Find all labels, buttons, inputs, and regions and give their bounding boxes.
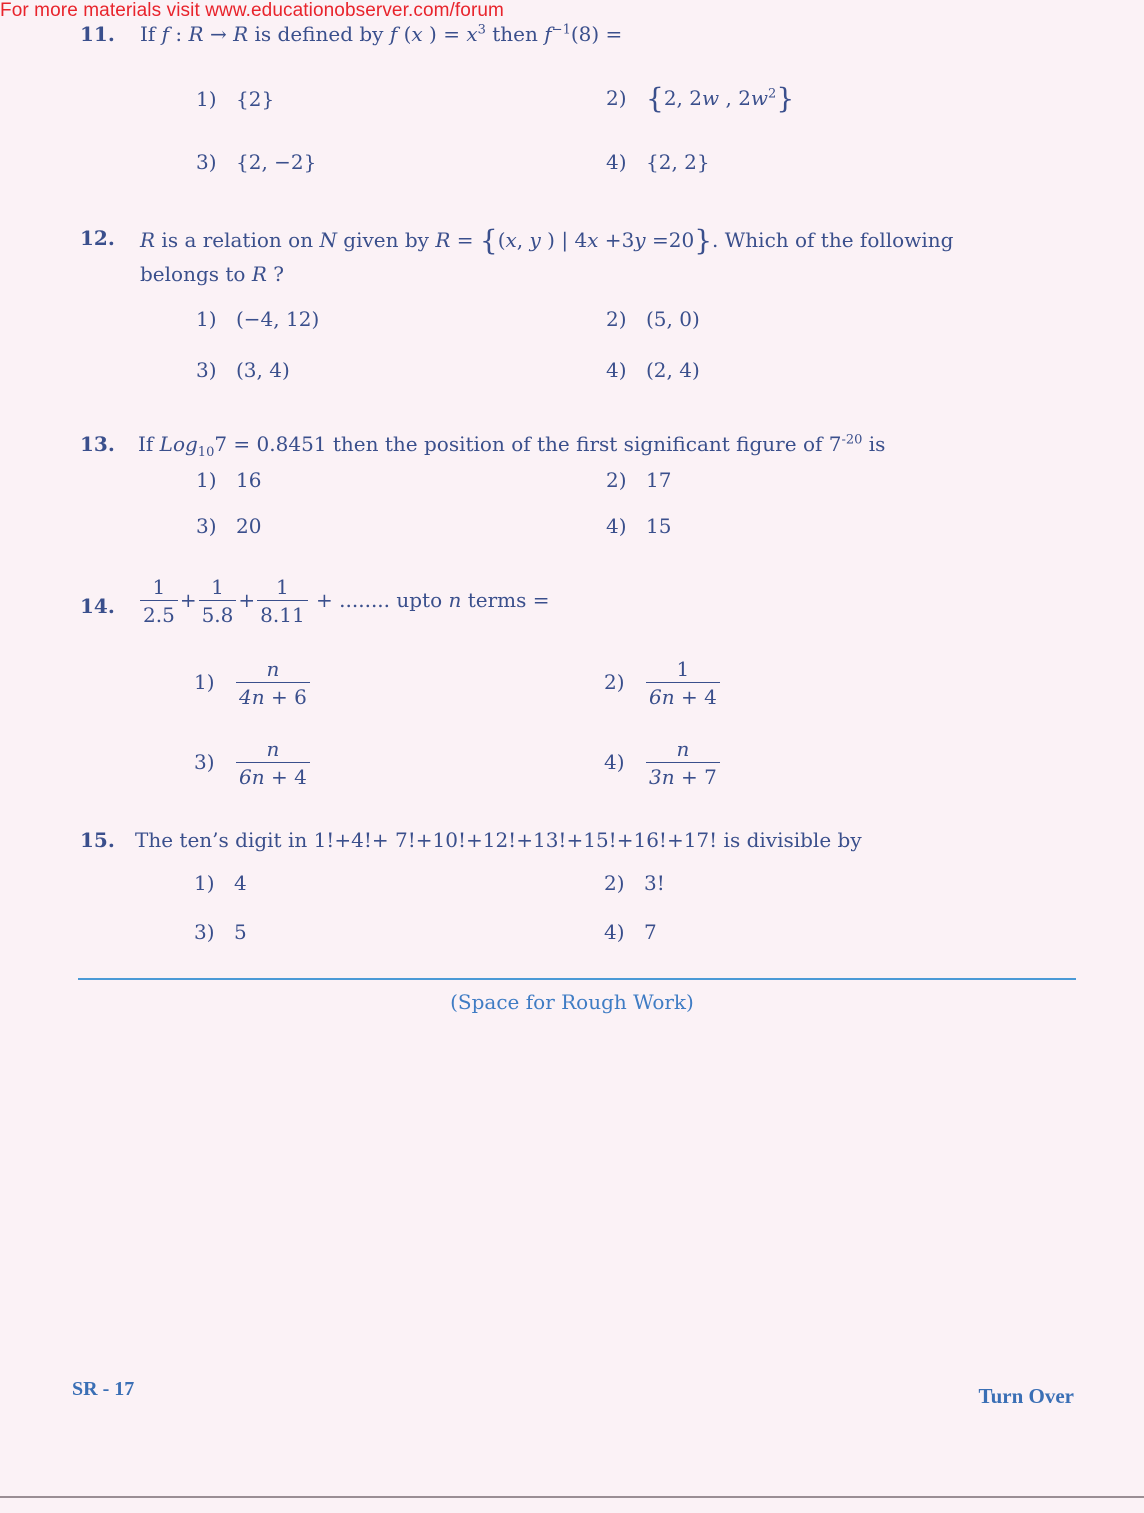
paper-code: SR - 17 [72,1378,135,1400]
question-12-text-line2: belongs to R ? [140,262,284,286]
question-15-number: 15. [80,828,115,852]
q12-option-4[interactable]: 4) (2, 4) [606,358,700,382]
question-13-text: If Log$_{10}$7 = 0.8451 then the position of the first significant figure of $7^{-20}$ is [138,432,886,460]
q11-option-4[interactable]: 4) {2, 2} [606,150,710,174]
q14-option-3[interactable]: 3) $\frac{n}{6n + 4}$ [194,736,312,791]
q14-option-1[interactable]: 1) $\frac{n}{4n + 6}$ [194,656,312,711]
q11-option-3[interactable]: 3) {2, −2} [196,150,317,174]
question-15-text: The ten’s digit in 1!+4!+ 7!+10!+12!+13!+15!+16!+17! is divisible by [135,828,862,852]
turn-over-label: Turn Over [978,1384,1074,1408]
q15-option-1[interactable]: 1) 4 [194,871,247,895]
question-14-text: $\frac{1}{2.5}$ + $\frac{1}{5.8}$ + $\frac{1}{8.11}$ + ........ upto n terms = [138,574,550,629]
q12-option-3[interactable]: 3) (3, 4) [196,358,290,382]
series-term-3: $\frac{1}{8.11}$ [257,574,308,629]
question-12-text-line1: R is a relation on N given by R = {(x, y ) | 4x +3y =20}. Which of the following [140,224,954,257]
section-divider [78,978,1076,980]
q13-option-3[interactable]: 3) 20 [196,514,262,538]
q12-option-1[interactable]: 1) (−4, 12) [196,307,320,331]
q14-option-4[interactable]: 4) $\frac{n}{3n + 7}$ [604,736,722,791]
q15-option-3[interactable]: 3) 5 [194,920,247,944]
q13-option-4[interactable]: 4) 15 [606,514,672,538]
q12-option-2[interactable]: 2) (5, 0) [606,307,700,331]
q11-option-2[interactable]: 2) {2, 2w , $2w^2$} [606,82,795,115]
question-11-text: If f : R → R is defined by f (x ) = $x^3$ then $f^{-1}(8)$ = [140,22,623,46]
page-bottom-edge [0,1496,1144,1498]
q13-option-2[interactable]: 2) 17 [606,468,672,492]
watermark-banner[interactable]: For more materials visit www.educationobserver.com/forum [0,0,504,21]
q14-option-2[interactable]: 2) $\frac{1}{6n + 4}$ [604,656,722,711]
rough-work-label: (Space for Rough Work) [450,990,694,1014]
question-11-number: 11. [80,22,115,46]
q11-option-1[interactable]: 1) {2} [196,87,275,111]
question-14-number: 14. [80,594,115,618]
q15-option-4[interactable]: 4) 7 [604,920,657,944]
series-term-2: $\frac{1}{5.8}$ [199,574,237,629]
series-term-1: $\frac{1}{2.5}$ [140,574,178,629]
question-12-number: 12. [80,226,115,250]
question-13-number: 13. [80,432,115,456]
q15-option-2[interactable]: 2) 3! [604,871,665,895]
q13-option-1[interactable]: 1) 16 [196,468,262,492]
